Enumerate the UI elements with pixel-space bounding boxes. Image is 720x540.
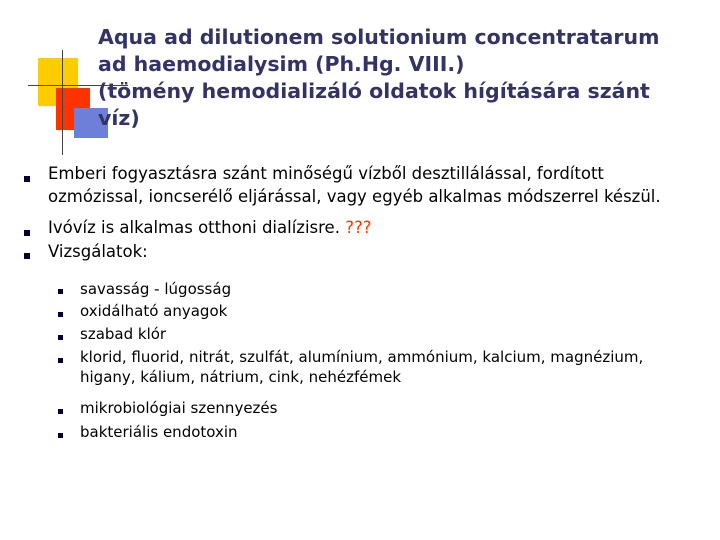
sub-list-item — [80, 398, 714, 418]
list-item-text: Emberi fogyasztásra szánt minőségű vízből desztillálással, fordított — [48, 164, 604, 183]
bullet-icon — [58, 335, 63, 340]
sub-list-item — [80, 422, 714, 442]
title-line: (tömény hemodializáló oldatok hígítására szánt — [98, 79, 650, 103]
sub-item-text: mikrobiológiai szennyezés — [80, 399, 278, 417]
sub-item-text: savasság - lúgosság — [80, 280, 232, 298]
bullet-icon — [24, 230, 30, 236]
bullet-icon — [58, 312, 63, 317]
list-item-text: ozmózissal, ioncserélő eljárással, vagy egyéb alkalmas módszerrel készül. — [48, 187, 661, 206]
list-item-tests-heading — [48, 240, 714, 263]
list-item-tapwater — [48, 216, 714, 239]
title-line: Aqua ad dilutionem solutionium concentratarum — [98, 25, 660, 49]
slide-title — [98, 24, 698, 132]
sub-list-item — [80, 347, 714, 387]
sub-item-text: bakteriális endotoxin — [80, 423, 238, 441]
list-item-production — [48, 162, 714, 208]
sub-list-item — [80, 324, 714, 344]
bullet-icon — [24, 176, 30, 182]
sub-list-item — [80, 301, 714, 321]
title-line: ad haemodialysim (Ph.Hg. VIII.) — [98, 52, 465, 76]
bullet-icon — [58, 433, 63, 438]
sub-item-text: higany, kálium, nátrium, cink, nehézfémek — [80, 368, 402, 386]
bullet-icon — [58, 358, 63, 363]
list-item-text: Vizsgálatok: — [48, 242, 148, 261]
bullet-icon — [58, 409, 63, 414]
list-item-text: Ivóvíz is alkalmas otthoni dialízisre. — [48, 218, 340, 237]
sub-list-item — [80, 279, 714, 299]
bullet-icon — [58, 289, 63, 294]
bullet-icon — [24, 253, 30, 259]
question-marks: ??? — [345, 218, 372, 237]
decoration-vertical-line — [62, 50, 63, 155]
sub-item-text: szabad klór — [80, 325, 167, 343]
sub-item-text: oxidálható anyagok — [80, 302, 228, 320]
sub-item-text: klorid, fluorid, nitrát, szulfát, alumínium, ammónium, kalcium, magnézium, — [80, 348, 644, 366]
title-line: víz) — [98, 106, 140, 130]
